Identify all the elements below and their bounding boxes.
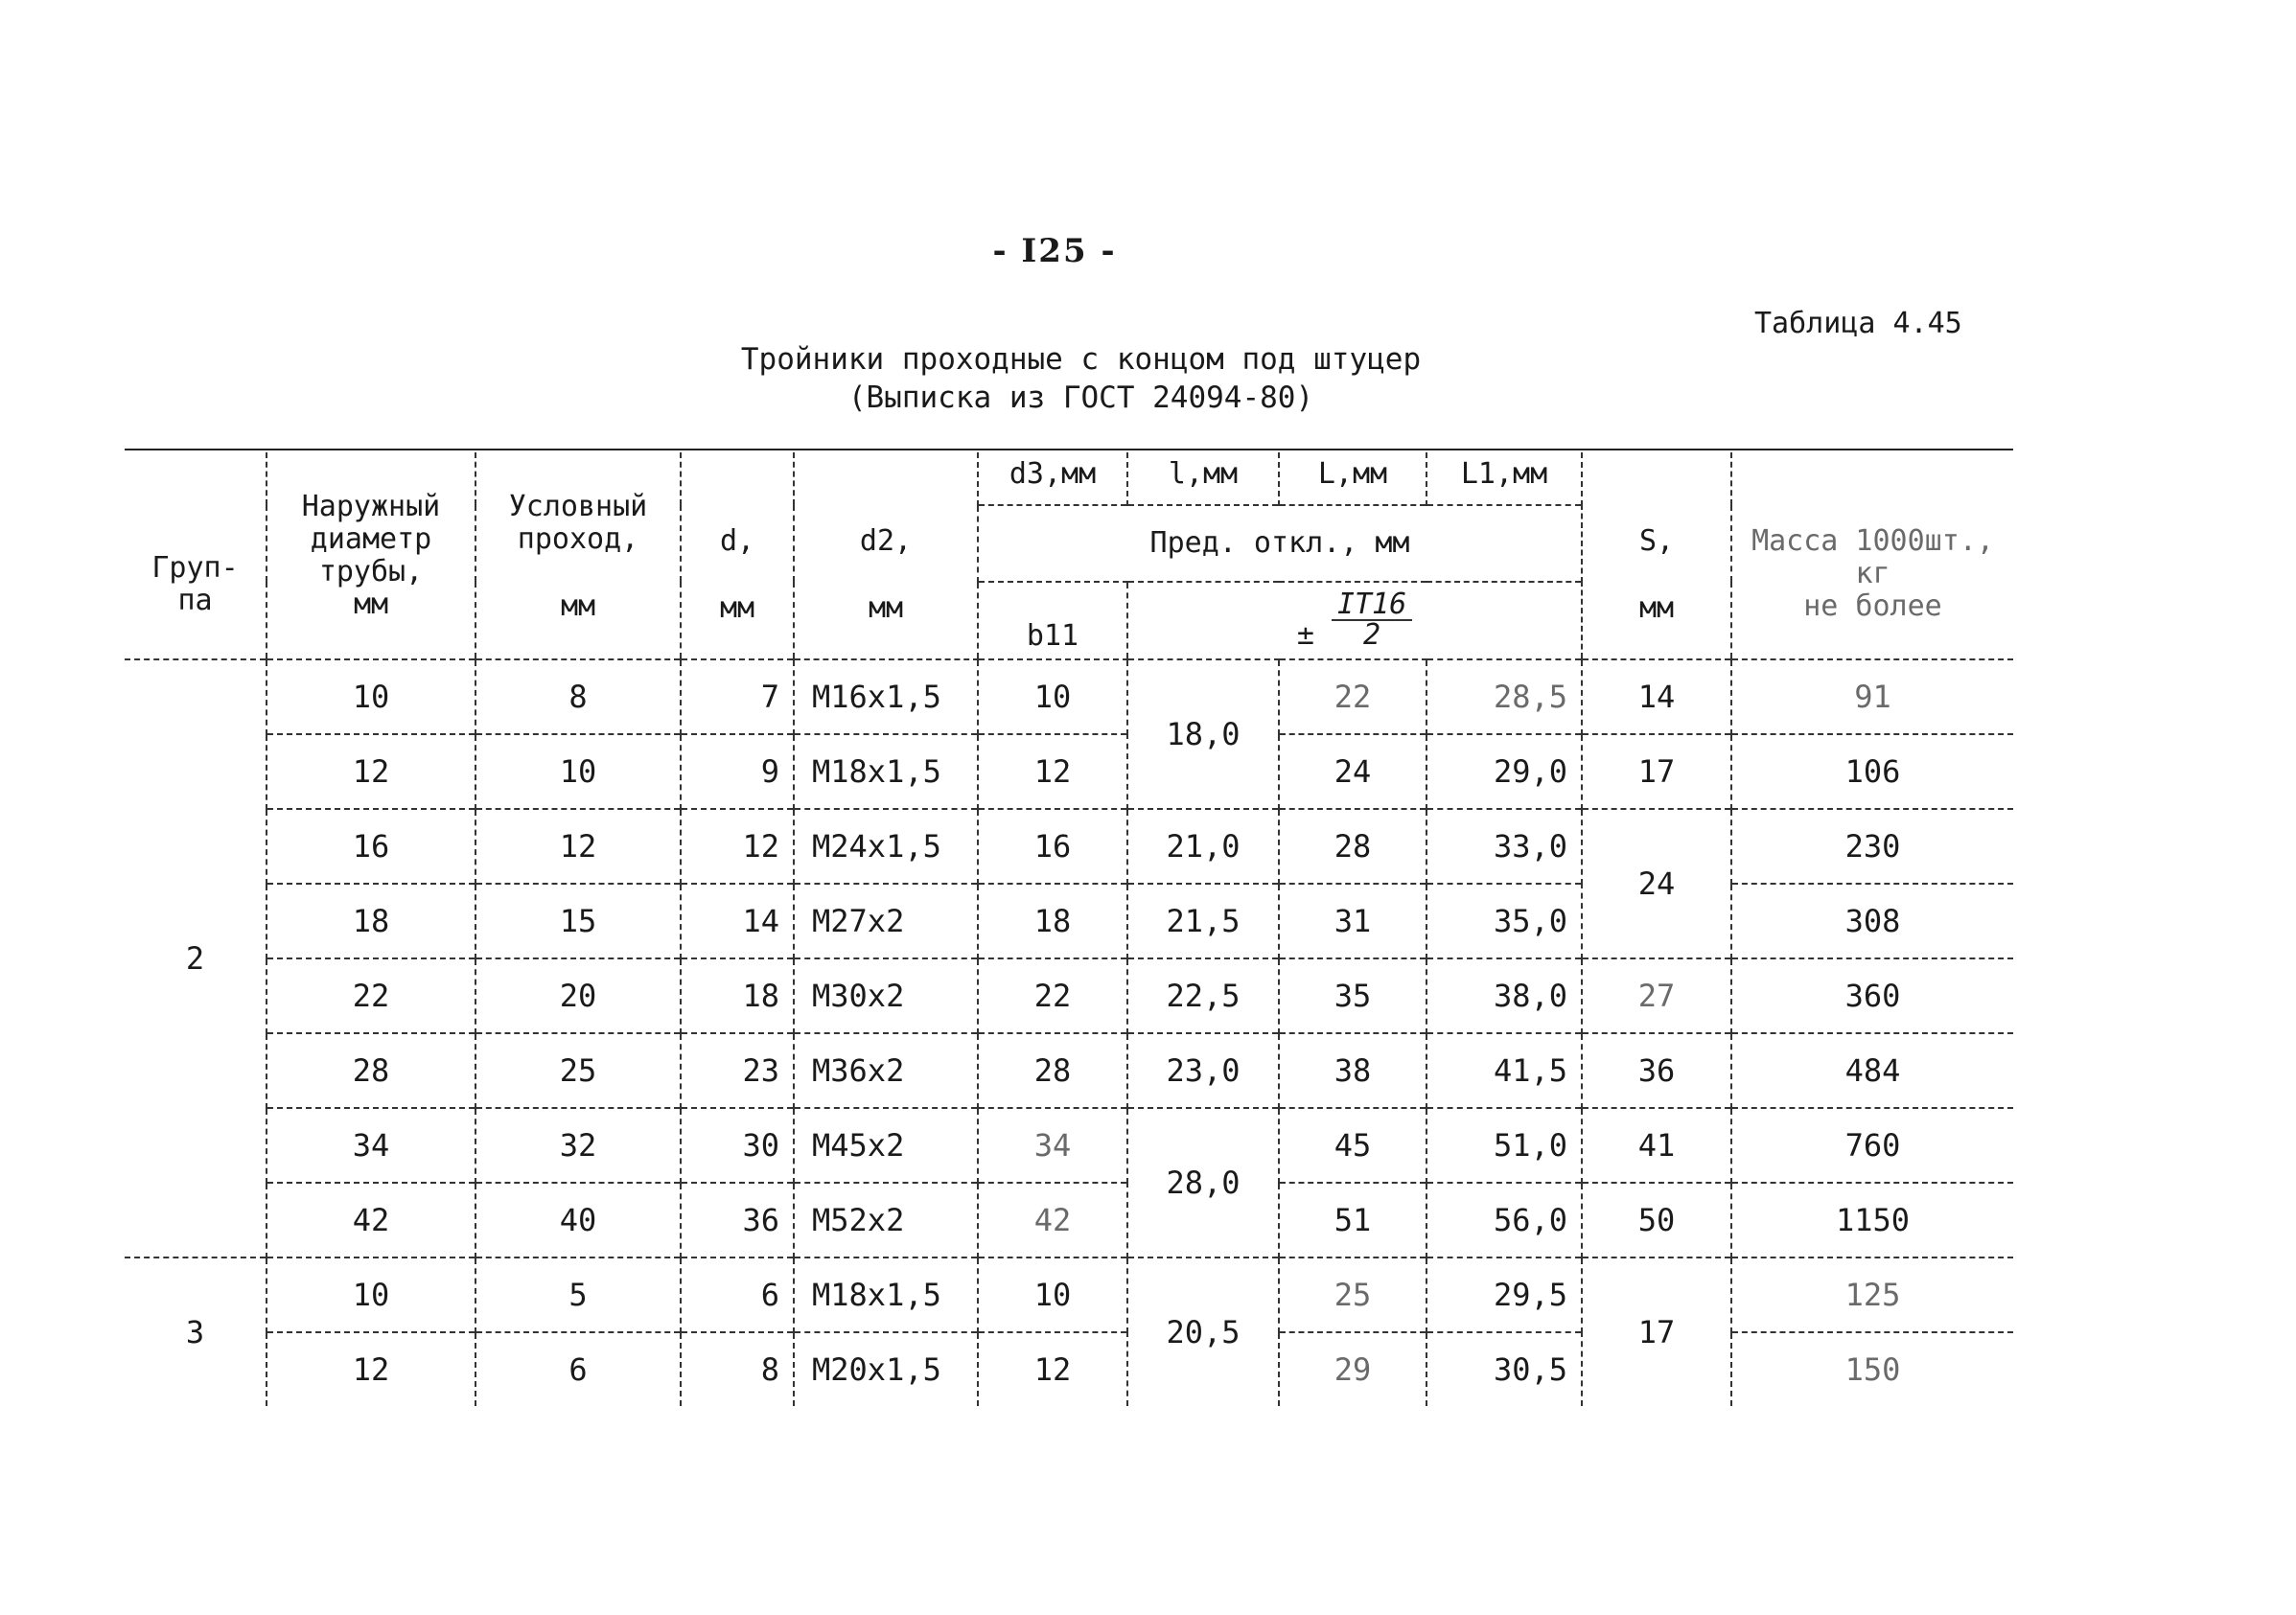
cell-outer: 10 (267, 659, 475, 734)
cell-d3: 10 (978, 659, 1127, 734)
cell-bore: 32 (475, 1108, 681, 1183)
cell-S: 27 (1582, 958, 1731, 1033)
cell-outer: 22 (267, 958, 475, 1033)
cell-l: 21,0 (1127, 809, 1279, 884)
group-cell-3: 3 (125, 1257, 267, 1406)
cell-d3: 12 (978, 734, 1127, 809)
cell-d: 23 (681, 1033, 794, 1108)
cell-L1: 38,0 (1426, 958, 1582, 1033)
header-L1: L1,мм (1426, 452, 1582, 505)
cell-L: 35 (1279, 958, 1426, 1033)
cell-l: 23,0 (1127, 1033, 1279, 1108)
cell-L: 38 (1279, 1033, 1426, 1108)
header-mass: Масса 1000шт., кг не более (1731, 452, 2013, 659)
header-b11: b11 (978, 582, 1127, 658)
cell-mass: 484 (1731, 1033, 2013, 1108)
cell-S: 17 (1582, 1257, 1731, 1406)
cell-L: 28 (1279, 809, 1426, 884)
plus-minus-sign: ± (1296, 617, 1314, 652)
cell-L: 51 (1279, 1183, 1426, 1257)
cell-d: 7 (681, 659, 794, 734)
header-d2-label: d2, (859, 524, 913, 558)
cell-d: 9 (681, 734, 794, 809)
header-it16 (1127, 582, 1582, 658)
cell-d: 30 (681, 1108, 794, 1183)
cell-d2: M52x2 (794, 1183, 978, 1257)
cell-bore: 12 (475, 809, 681, 884)
cell-L: 29 (1279, 1332, 1426, 1406)
cell-L1: 41,5 (1426, 1033, 1582, 1108)
cell-l: 20,5 (1127, 1257, 1279, 1406)
cell-d: 36 (681, 1183, 794, 1257)
cell-mass: 308 (1731, 884, 2013, 958)
cell-mass: 760 (1731, 1108, 2013, 1183)
cell-d2: M20x1,5 (794, 1332, 978, 1406)
table-row (125, 659, 2013, 734)
cell-outer: 16 (267, 809, 475, 884)
cell-bore: 8 (475, 659, 681, 734)
header-nominal-bore-label: Условный проход, (508, 490, 648, 556)
it16-fraction (1332, 587, 1412, 652)
header-d (681, 452, 794, 659)
cell-bore: 5 (475, 1257, 681, 1332)
table-row (125, 734, 2013, 809)
table-row (125, 1183, 2013, 1257)
cell-mass: 230 (1731, 809, 2013, 884)
cell-d2: M36x2 (794, 1033, 978, 1108)
cell-outer: 34 (267, 1108, 475, 1183)
header-outer-diameter-label: Наружный диаметр трубы, (301, 490, 441, 588)
cell-outer: 12 (267, 1332, 475, 1406)
cell-L: 31 (1279, 884, 1426, 958)
header-d2-unit: мм (868, 591, 904, 625)
cell-mass: 106 (1731, 734, 2013, 809)
header-l: l,мм (1127, 452, 1279, 505)
header-group: Груп- па (151, 550, 239, 617)
header-d3: d3,мм (978, 452, 1127, 505)
header-d-unit: мм (719, 591, 755, 625)
cell-bore: 6 (475, 1332, 681, 1406)
cell-d2: M24x1,5 (794, 809, 978, 884)
cell-d2: M30x2 (794, 958, 978, 1033)
cell-outer: 28 (267, 1033, 475, 1108)
cell-L1: 35,0 (1426, 884, 1582, 958)
it16-numerator: IT16 (1332, 590, 1412, 621)
cell-d2: M18x1,5 (794, 734, 978, 809)
header-nominal-bore (475, 452, 681, 659)
cell-d3: 42 (978, 1183, 1127, 1257)
cell-l: 22,5 (1127, 958, 1279, 1033)
table-row (125, 958, 2013, 1033)
cell-d3: 28 (978, 1033, 1127, 1108)
cell-mass: 150 (1731, 1332, 2013, 1406)
cell-L1: 30,5 (1426, 1332, 1582, 1406)
cell-L1: 51,0 (1426, 1108, 1582, 1183)
cell-L: 25 (1279, 1257, 1426, 1332)
cell-d3: 16 (978, 809, 1127, 884)
cell-mass: 91 (1731, 659, 2013, 734)
cell-bore: 25 (475, 1033, 681, 1108)
cell-S: 17 (1582, 734, 1731, 809)
it16-denominator: 2 (1363, 617, 1381, 652)
cell-bore: 10 (475, 734, 681, 809)
cell-L1: 28,5 (1426, 659, 1582, 734)
header-S (1582, 452, 1731, 659)
cell-l: 18,0 (1127, 659, 1279, 809)
cell-outer: 42 (267, 1183, 475, 1257)
cell-L1: 29,5 (1426, 1257, 1582, 1332)
table-row (125, 1033, 2013, 1108)
table-label: Таблица 4.45 (1754, 307, 1962, 340)
cell-d: 12 (681, 809, 794, 884)
cell-mass: 360 (1731, 958, 2013, 1033)
header-S-label: S, (1638, 524, 1675, 558)
table-subtitle: (Выписка из ГОСТ 24094-80) (847, 381, 1314, 415)
cell-outer: 12 (267, 734, 475, 809)
cell-L1: 33,0 (1426, 809, 1582, 884)
cell-L1: 56,0 (1426, 1183, 1582, 1257)
cell-outer: 10 (267, 1257, 475, 1332)
header-outer-diameter-unit: мм (353, 588, 389, 621)
cell-bore: 15 (475, 884, 681, 958)
cell-S: 14 (1582, 659, 1731, 734)
cell-d2: M18x1,5 (794, 1257, 978, 1332)
table-caption (0, 340, 2296, 417)
page-number: - I25 - (992, 232, 1117, 270)
table-row (125, 809, 2013, 884)
cell-S: 50 (1582, 1183, 1731, 1257)
cell-d3: 10 (978, 1257, 1127, 1332)
cell-mass: 125 (1731, 1257, 2013, 1332)
cell-l: 28,0 (1127, 1108, 1279, 1257)
cell-mass: 1150 (1731, 1183, 2013, 1257)
cell-d3: 18 (978, 884, 1127, 958)
header-outer-diameter (267, 452, 475, 659)
cell-d: 18 (681, 958, 794, 1033)
table-row (125, 1257, 2013, 1332)
cell-d2: M27x2 (794, 884, 978, 958)
cell-d2: M16x1,5 (794, 659, 978, 734)
cell-L: 24 (1279, 734, 1426, 809)
header-S-unit: мм (1638, 591, 1675, 625)
header-L: L,мм (1279, 452, 1426, 505)
cell-bore: 20 (475, 958, 681, 1033)
header-d-label: d, (719, 524, 755, 558)
cell-L1: 29,0 (1426, 734, 1582, 809)
spec-table (125, 452, 2013, 1406)
cell-d2: M45x2 (794, 1108, 978, 1183)
cell-outer: 18 (267, 884, 475, 958)
header-d2 (794, 452, 978, 659)
cell-S: 36 (1582, 1033, 1731, 1108)
table-row (125, 1108, 2013, 1183)
cell-d3: 12 (978, 1332, 1127, 1406)
cell-d3: 22 (978, 958, 1127, 1033)
cell-L: 22 (1279, 659, 1426, 734)
cell-d: 6 (681, 1257, 794, 1332)
cell-S: 24 (1582, 809, 1731, 958)
cell-S: 41 (1582, 1108, 1731, 1183)
table-top-rule (125, 449, 2013, 450)
cell-bore: 40 (475, 1183, 681, 1257)
cell-L: 45 (1279, 1108, 1426, 1183)
cell-l: 21,5 (1127, 884, 1279, 958)
cell-d: 8 (681, 1332, 794, 1406)
table-title: Тройники проходные с концом под штуцер (740, 342, 1422, 377)
group-cell-2: 2 (125, 659, 267, 1257)
cell-d3: 34 (978, 1108, 1127, 1183)
cell-d: 14 (681, 884, 794, 958)
header-nominal-bore-unit: мм (560, 589, 596, 623)
header-tolerance: Пред. откл., мм (978, 505, 1582, 582)
